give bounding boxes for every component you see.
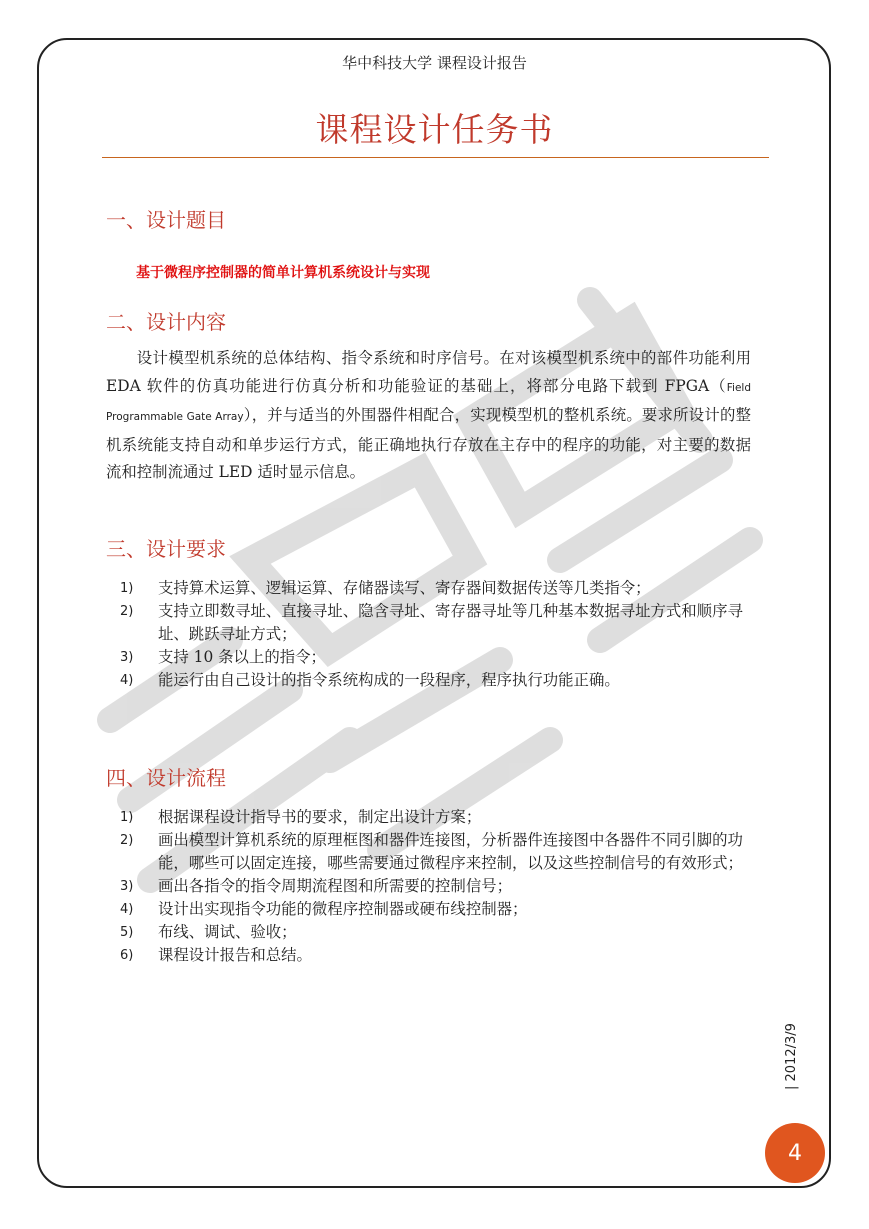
list-item <box>120 600 760 646</box>
section-heading-process: 四、设计流程 <box>106 766 226 790</box>
list-text: 支持立即数寻址、直接寻址、隐含寻址、寄存器寻址等几种基本数据寻址方式和顺序寻址、跳跃寻址方式； <box>158 602 743 643</box>
list-item <box>120 829 760 875</box>
list-number: 2) <box>120 604 134 619</box>
list-text: 画出各指令的指令周期流程图和所需要的控制信号； <box>158 877 512 895</box>
page-number-badge: 4 <box>765 1123 825 1183</box>
list-number: 1) <box>120 810 134 825</box>
list-text: 画出模型计算机系统的原理框图和器件连接图，分析器件连接图中各器件不同引脚的功能，哪些可以固定连接，哪些需要通过微程序来控制，以及这些控制信号的有效形式； <box>158 831 743 872</box>
list-text: 能运行由自己设计的指令系统构成的一段程序，程序执行功能正确。 <box>158 671 620 689</box>
page-header: 华中科技大学 课程设计报告 <box>342 54 527 72</box>
list-item <box>120 577 760 600</box>
list-text: 布线、调试、验收； <box>158 923 297 941</box>
list-item <box>120 898 760 921</box>
list-number: 4) <box>120 673 134 688</box>
list-text: 设计出实现指令功能的微程序控制器或硬布线控制器； <box>158 900 528 918</box>
list-number: 6) <box>120 948 134 963</box>
list-item <box>120 875 760 898</box>
content-text-part2: ），并与适当的外围器件相配合，实现模型机的整机系统。要求所设计的整机系统能支持自动和单步运行方式，能正确地执行存放在主存中的程序的功能，对主要的数据流和控制流通过 LED 适时显示信息。 <box>106 406 751 481</box>
list-number: 2) <box>120 833 134 848</box>
side-date: | 2012/3/9 <box>784 1023 799 1090</box>
fpga-fullname: Field Programmable Gate Array <box>106 381 751 423</box>
list-item <box>120 921 760 944</box>
requirements-list <box>120 577 760 692</box>
list-number: 5) <box>120 925 134 940</box>
title-divider <box>102 157 769 158</box>
list-text: 支持 10 条以上的指令； <box>158 648 326 666</box>
content-text-part1: 设计模型机系统的总体结构、指令系统和时序信号。在对该模型机系统中的部件功能利用 EDA 软件的仿真功能进行仿真分析和功能验证的基础上，将部分电路下载到 FPGA（ <box>106 349 751 395</box>
list-item <box>120 944 760 967</box>
section-heading-content: 二、设计内容 <box>106 310 226 334</box>
list-item <box>120 646 760 669</box>
list-number: 3) <box>120 879 134 894</box>
design-topic: 基于微程序控制器的简单计算机系统设计与实现 <box>136 265 430 281</box>
content-paragraph <box>106 345 751 487</box>
page-title: 课程设计任务书 <box>315 110 554 149</box>
list-number: 4) <box>120 902 134 917</box>
list-number: 1) <box>120 581 134 596</box>
list-text: 根据课程设计指导书的要求，制定出设计方案； <box>158 808 482 826</box>
list-item <box>120 669 760 692</box>
section-heading-topic: 一、设计题目 <box>106 208 226 232</box>
process-list <box>120 806 760 967</box>
section-heading-requirements: 三、设计要求 <box>106 537 226 561</box>
list-item <box>120 806 760 829</box>
list-text: 支持算术运算、逻辑运算、存储器读写、寄存器间数据传送等几类指令； <box>158 579 651 597</box>
list-text: 课程设计报告和总结。 <box>158 946 312 964</box>
list-number: 3) <box>120 650 134 665</box>
